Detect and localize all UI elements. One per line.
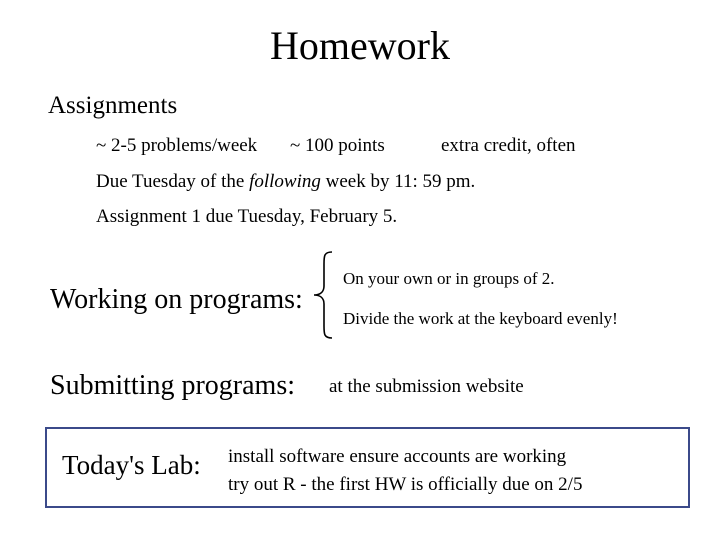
assignments-heading: Assignments bbox=[48, 92, 178, 119]
page-title: Homework bbox=[270, 23, 450, 68]
working-option-divide: Divide the work at the keyboard evenly! bbox=[343, 309, 618, 328]
due-emphasis: following bbox=[249, 171, 321, 192]
due-prefix: Due Tuesday of the bbox=[96, 171, 250, 192]
assignment-item-problems: ~ 2-5 problems/week bbox=[96, 135, 258, 156]
working-option-groups: On your own or in groups of 2. bbox=[343, 269, 555, 288]
due-date-text bbox=[96, 171, 475, 193]
lab-line-install: install software ensure accounts are working bbox=[228, 446, 567, 467]
lab-line-try-r: try out R - the first HW is officially due on 2/5 bbox=[228, 474, 583, 495]
submitting-value: at the submission website bbox=[329, 376, 524, 397]
curly-brace-icon bbox=[312, 250, 334, 340]
assignment-item-points: ~ 100 points bbox=[290, 135, 385, 156]
todays-lab-label: Today's Lab: bbox=[62, 450, 201, 480]
assignment-1-due: Assignment 1 due Tuesday, February 5. bbox=[96, 206, 398, 227]
due-suffix: week by 11: 59 pm. bbox=[320, 171, 476, 192]
working-label: Working on programs: bbox=[50, 284, 303, 315]
submitting-label: Submitting programs: bbox=[50, 370, 295, 401]
assignment-item-extra-credit: extra credit, often bbox=[441, 135, 576, 156]
